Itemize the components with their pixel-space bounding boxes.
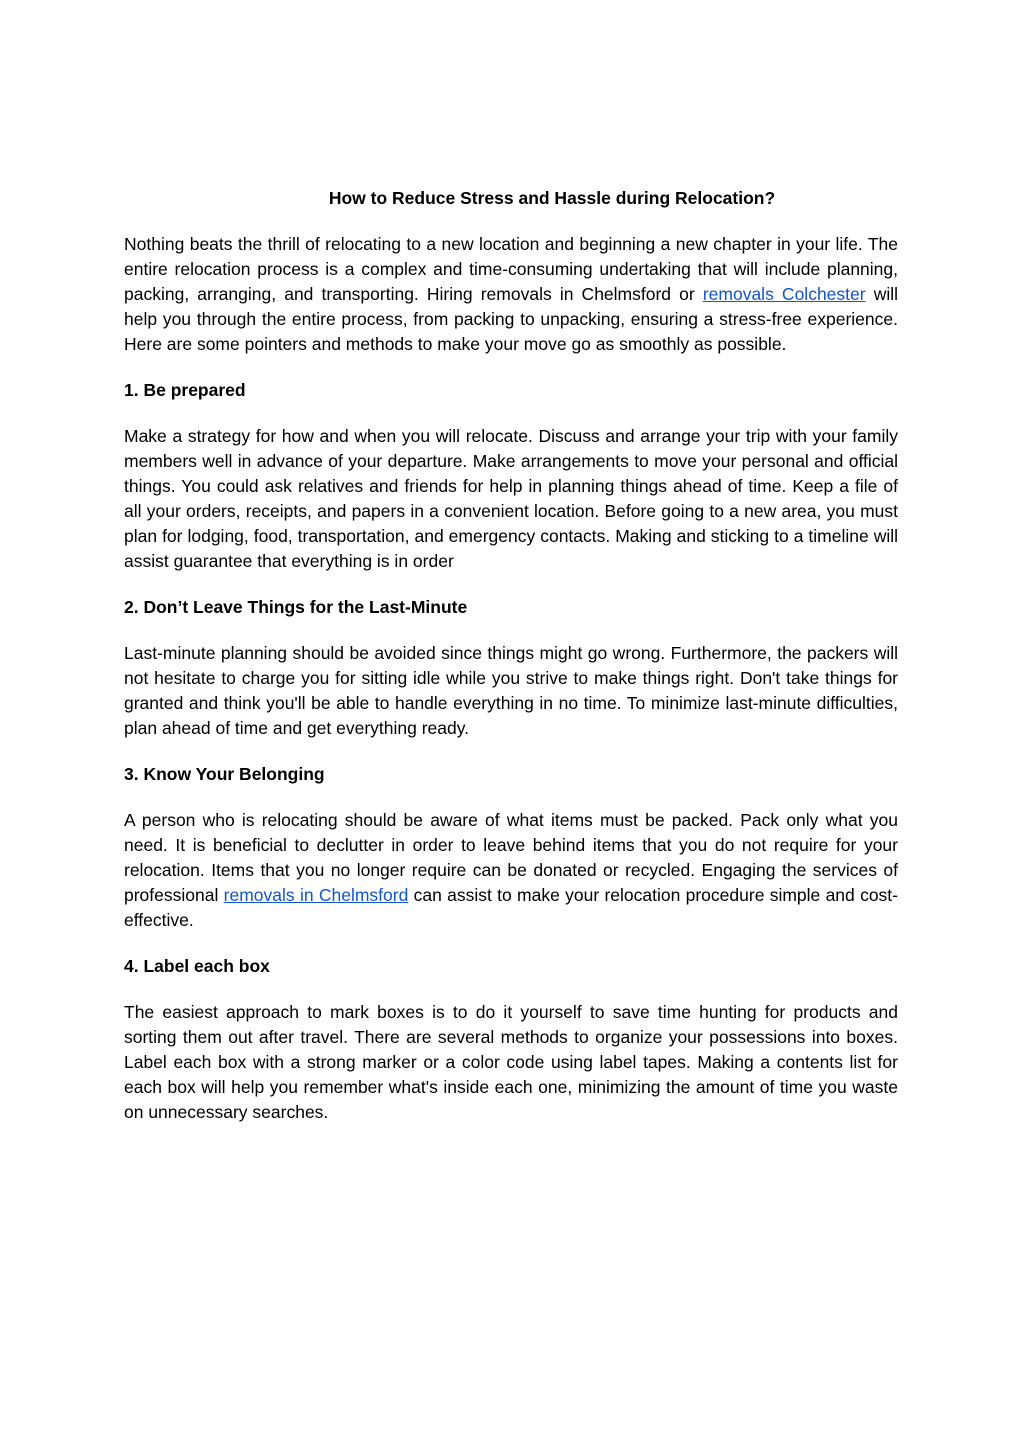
belonging-text-after-link: can assist to make your relocation procedure simple and cost-effective. — [124, 885, 898, 930]
removals-in-chelmsford-link[interactable]: removals in Chelmsford — [223, 885, 409, 905]
removals-colchester-link[interactable]: removals Colchester — [702, 284, 866, 304]
document-page — [124, 186, 898, 1146]
intro-text-before-link: Nothing beats the thrill of relocating to a new location and beginning a new chapter in your life. The entire relocation process is a complex and time-consuming undertaking that will include planning, packing, arranging, and transporting. Hiring removals in Chelmsford or — [124, 234, 898, 304]
section-text-label-each-box: The easiest approach to mark boxes is to do it yourself to save time hunting for products and sorting them out after travel. There are several methods to organize your possessions into boxes. Label each box with a strong marker or a color code using label tapes. Making a contents list for each box will help you remember what's inside each one, minimizing the amount of time you waste on unnecessary searches. — [124, 1002, 898, 1122]
section-heading-last-minute: 2. Don’t Leave Things for the Last-Minute — [124, 597, 468, 617]
document-title: How to Reduce Stress and Hassle during Relocation? — [328, 188, 776, 208]
section-heading-be-prepared: 1. Be prepared — [124, 380, 246, 400]
belonging-text-before-link: A person who is relocating should be aware of what items must be packed. Pack only what you need. It is beneficial to declutter in order to leave behind items that you do not require for your relocation. Items that you no longer require can be donated or recycled. Engaging the services of professional — [124, 810, 898, 905]
intro-text-after-link: will help you through the entire process, from packing to unpacking, ensuring a stress-free experience. Here are some pointers and methods to make your move go as smoothly as possible. — [124, 284, 898, 354]
intro-paragraph — [124, 232, 898, 357]
section-heading-know-your-belonging: 3. Know Your Belonging — [124, 764, 325, 784]
section-text-know-your-belonging — [124, 808, 898, 933]
section-heading-label-each-box: 4. Label each box — [124, 956, 270, 976]
section-text-last-minute: Last-minute planning should be avoided since things might go wrong. Furthermore, the packers will not hesitate to charge you for sitting idle while you strive to make things right. Don't take things for granted and think you'll be able to handle everything in no time. To minimize last-minute difficulties, plan ahead of time and get everything ready. — [124, 643, 898, 738]
section-text-be-prepared: Make a strategy for how and when you will relocate. Discuss and arrange your trip with your family members well in advance of your departure. Make arrangements to move your personal and official things. You could ask relatives and friends for help in planning things ahead of time. Keep a file of all your orders, receipts, and papers in a convenient location. Before going to a new area, you must plan for lodging, food, transportation, and emergency contacts. Making and sticking to a timeline will assist guarantee that everything is in order — [124, 426, 898, 571]
